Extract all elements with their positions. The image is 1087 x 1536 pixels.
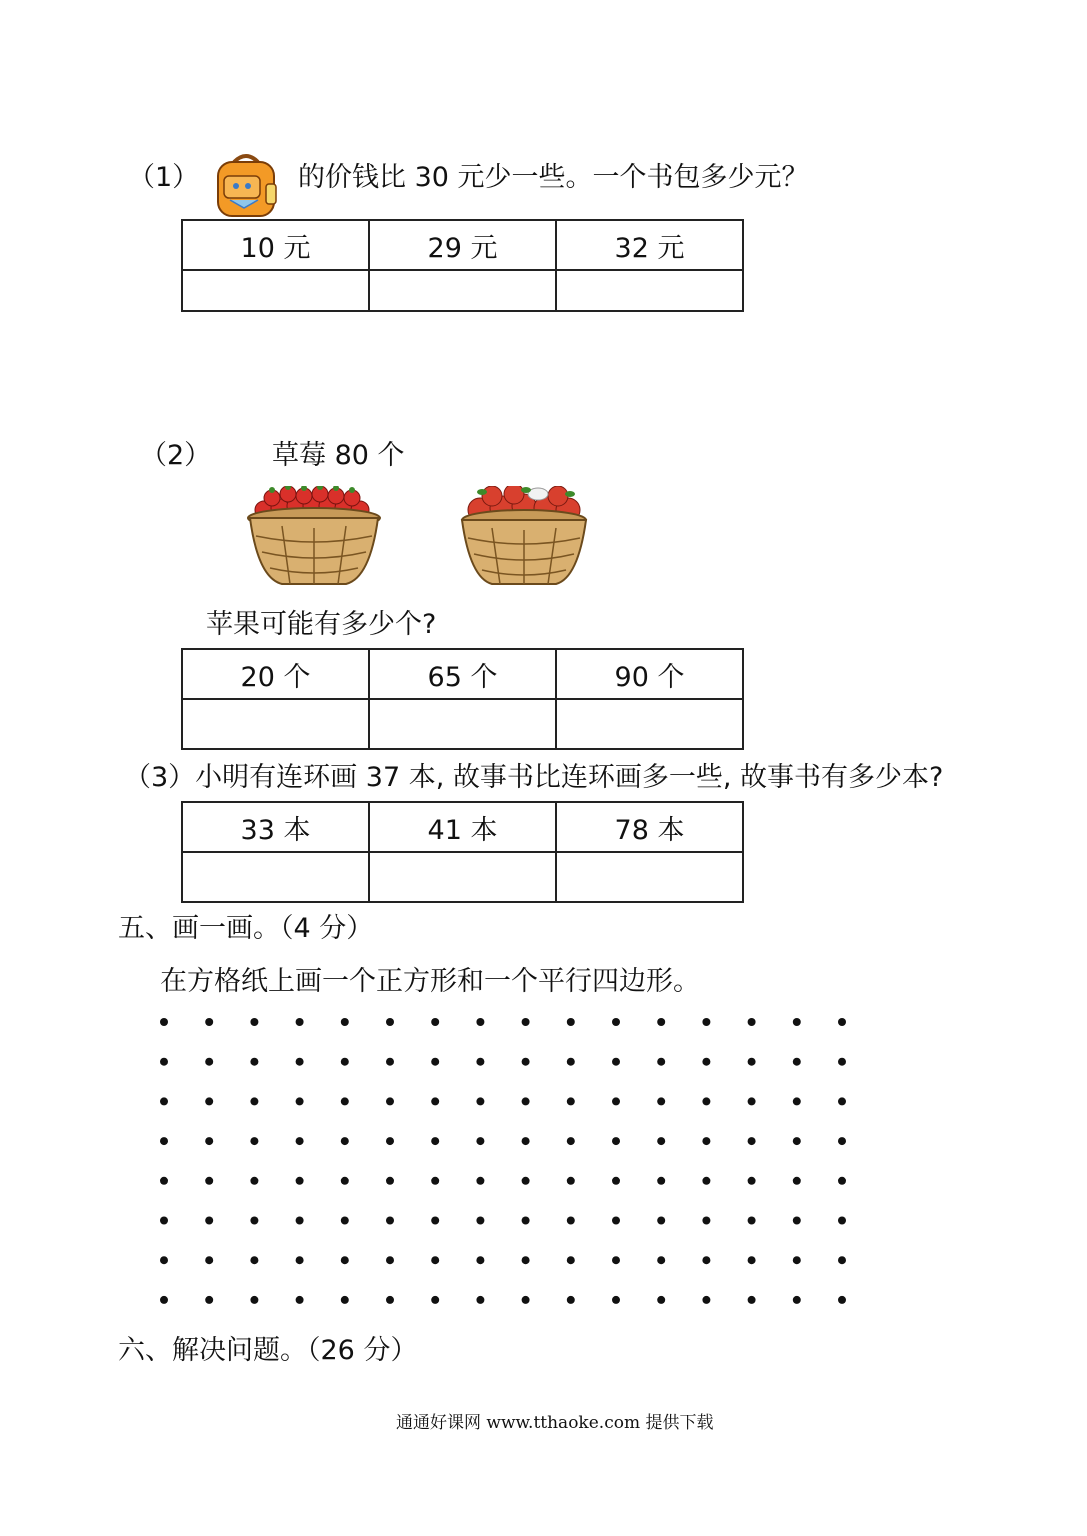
section5-heading: 五、画一画。（4 分） <box>118 913 374 944</box>
grid-dot <box>341 1137 349 1145</box>
grid-dot <box>657 1177 665 1185</box>
q1-option-b: 29 元 <box>369 220 556 270</box>
grid-dot <box>522 1296 530 1304</box>
grid-dot <box>250 1296 258 1304</box>
grid-dot <box>612 1137 620 1145</box>
q2-answer-cell-a[interactable] <box>182 699 369 749</box>
grid-dot <box>341 1177 349 1185</box>
grid-dot <box>386 1137 394 1145</box>
grid-dot <box>522 1137 530 1145</box>
grid-dot <box>748 1137 756 1145</box>
grid-dot <box>522 1217 530 1225</box>
grid-dot <box>476 1256 484 1264</box>
grid-dot <box>386 1177 394 1185</box>
grid-dot <box>702 1217 710 1225</box>
grid-dot <box>702 1058 710 1066</box>
q1-option-a: 10 元 <box>182 220 369 270</box>
grid-dot <box>296 1177 304 1185</box>
grid-dot <box>205 1296 213 1304</box>
grid-dot <box>793 1296 801 1304</box>
grid-dot <box>748 1296 756 1304</box>
dot-grid-paper[interactable] <box>150 1010 860 1310</box>
grid-dot <box>205 1177 213 1185</box>
grid-dot <box>386 1256 394 1264</box>
grid-dot <box>431 1177 439 1185</box>
grid-dot <box>793 1256 801 1264</box>
grid-dot <box>567 1256 575 1264</box>
grid-dot <box>250 1097 258 1105</box>
grid-dot <box>657 1018 665 1026</box>
grid-dot <box>296 1058 304 1066</box>
grid-dot <box>296 1256 304 1264</box>
q1-options-table <box>181 219 744 312</box>
grid-dot <box>341 1018 349 1026</box>
grid-dot <box>793 1058 801 1066</box>
grid-dot <box>748 1097 756 1105</box>
grid-dot <box>341 1058 349 1066</box>
grid-dot <box>341 1217 349 1225</box>
q3-answer-cell-b[interactable] <box>369 852 556 902</box>
q1-answer-cell-a[interactable] <box>182 270 369 311</box>
grid-dot <box>341 1256 349 1264</box>
grid-dot <box>702 1018 710 1026</box>
q3-option-b: 41 本 <box>369 802 556 852</box>
grid-dot <box>612 1256 620 1264</box>
q1-number: （1） <box>128 162 200 193</box>
grid-dot <box>250 1018 258 1026</box>
apple-basket-icon <box>458 486 590 588</box>
grid-dot <box>250 1137 258 1145</box>
grid-dot <box>612 1217 620 1225</box>
grid-dot <box>748 1177 756 1185</box>
grid-dot <box>386 1018 394 1026</box>
grid-dot <box>612 1018 620 1026</box>
grid-dot <box>160 1256 168 1264</box>
grid-dot <box>160 1018 168 1026</box>
q2-option-c: 90 个 <box>556 649 743 699</box>
strawberry-basket-icon <box>246 486 384 588</box>
grid-dot <box>702 1097 710 1105</box>
grid-dot <box>748 1217 756 1225</box>
grid-dot <box>476 1097 484 1105</box>
grid-dot <box>205 1217 213 1225</box>
q3-option-c: 78 本 <box>556 802 743 852</box>
grid-dot <box>522 1097 530 1105</box>
q3-answer-cell-c[interactable] <box>556 852 743 902</box>
grid-dot <box>657 1217 665 1225</box>
grid-dot <box>431 1018 439 1026</box>
grid-dot <box>748 1058 756 1066</box>
section6-heading: 六、解决问题。（26 分） <box>118 1335 418 1366</box>
grid-dot <box>522 1058 530 1066</box>
grid-dot <box>476 1177 484 1185</box>
q1-answer-cell-c[interactable] <box>556 270 743 311</box>
grid-dot <box>522 1018 530 1026</box>
grid-dot <box>386 1296 394 1304</box>
grid-dot <box>296 1296 304 1304</box>
grid-dot <box>567 1296 575 1304</box>
grid-dot <box>702 1296 710 1304</box>
grid-dot <box>341 1296 349 1304</box>
grid-dot <box>160 1097 168 1105</box>
q3-question: （3）小明有连环画 37 本, 故事书比连环画多一些, 故事书有多少本? <box>124 762 944 793</box>
grid-dot <box>612 1296 620 1304</box>
grid-dot <box>612 1058 620 1066</box>
grid-dot <box>431 1256 439 1264</box>
grid-dot <box>567 1018 575 1026</box>
grid-dot <box>431 1217 439 1225</box>
grid-dot <box>160 1058 168 1066</box>
grid-dot <box>567 1217 575 1225</box>
q3-option-a: 33 本 <box>182 802 369 852</box>
grid-dot <box>702 1137 710 1145</box>
grid-dot <box>793 1137 801 1145</box>
grid-dot <box>476 1018 484 1026</box>
grid-dot <box>793 1097 801 1105</box>
q1-question: 的价钱比 30 元少一些。一个书包多少元？ <box>298 162 809 193</box>
grid-dot <box>702 1256 710 1264</box>
grid-dot <box>431 1137 439 1145</box>
grid-dot <box>567 1058 575 1066</box>
q2-strawberry-label: 草莓 80 个 <box>272 440 405 471</box>
grid-dot <box>838 1097 846 1105</box>
grid-dot <box>612 1177 620 1185</box>
grid-dot <box>657 1058 665 1066</box>
grid-dot <box>386 1097 394 1105</box>
grid-dot <box>476 1296 484 1304</box>
q2-options-table <box>181 648 744 750</box>
page-footer: 通通好课网 www.tthaoke.com 提供下载 <box>396 1413 714 1433</box>
grid-dot <box>748 1256 756 1264</box>
grid-dot <box>296 1097 304 1105</box>
grid-dot <box>838 1018 846 1026</box>
grid-dot <box>386 1058 394 1066</box>
grid-dot <box>838 1137 846 1145</box>
grid-dot <box>160 1177 168 1185</box>
grid-dot <box>476 1217 484 1225</box>
grid-dot <box>476 1058 484 1066</box>
grid-dot <box>205 1137 213 1145</box>
grid-dot <box>838 1217 846 1225</box>
q2-option-b: 65 个 <box>369 649 556 699</box>
grid-dot <box>431 1097 439 1105</box>
grid-dot <box>567 1097 575 1105</box>
q2-answer-cell-c[interactable] <box>556 699 743 749</box>
grid-dot <box>296 1137 304 1145</box>
grid-dot <box>657 1256 665 1264</box>
grid-dot <box>160 1137 168 1145</box>
q3-options-table <box>181 801 744 903</box>
q2-answer-cell-b[interactable] <box>369 699 556 749</box>
q2-number: （2） <box>140 440 212 471</box>
q2-apple-question: 苹果可能有多少个? <box>206 609 437 640</box>
grid-dot <box>522 1256 530 1264</box>
grid-dot <box>296 1217 304 1225</box>
grid-dot <box>838 1058 846 1066</box>
grid-dot <box>431 1296 439 1304</box>
grid-dot <box>657 1097 665 1105</box>
grid-dot <box>205 1097 213 1105</box>
grid-dot <box>702 1177 710 1185</box>
grid-dot <box>838 1256 846 1264</box>
grid-dot <box>431 1058 439 1066</box>
grid-dot <box>793 1177 801 1185</box>
grid-dot <box>160 1217 168 1225</box>
grid-dot <box>296 1018 304 1026</box>
grid-dot <box>386 1217 394 1225</box>
grid-dot <box>205 1018 213 1026</box>
q3-answer-cell-a[interactable] <box>182 852 369 902</box>
grid-dot <box>612 1097 620 1105</box>
grid-dot <box>522 1177 530 1185</box>
grid-dot <box>205 1058 213 1066</box>
grid-dot <box>793 1217 801 1225</box>
grid-dot <box>838 1177 846 1185</box>
grid-dot <box>250 1058 258 1066</box>
grid-dot <box>250 1256 258 1264</box>
grid-dot <box>160 1296 168 1304</box>
grid-dot <box>657 1137 665 1145</box>
grid-dot <box>838 1296 846 1304</box>
section5-instruction: 在方格纸上画一个正方形和一个平行四边形。 <box>160 966 700 997</box>
grid-dot <box>748 1018 756 1026</box>
q1-answer-cell-b[interactable] <box>369 270 556 311</box>
grid-dot <box>567 1137 575 1145</box>
grid-dot <box>250 1177 258 1185</box>
grid-dot <box>250 1217 258 1225</box>
q2-option-a: 20 个 <box>182 649 369 699</box>
grid-dot <box>567 1177 575 1185</box>
grid-dot <box>476 1137 484 1145</box>
grid-dot <box>657 1296 665 1304</box>
backpack-icon <box>210 150 282 218</box>
grid-dot <box>341 1097 349 1105</box>
grid-dot <box>793 1018 801 1026</box>
q1-option-c: 32 元 <box>556 220 743 270</box>
grid-dot <box>205 1256 213 1264</box>
